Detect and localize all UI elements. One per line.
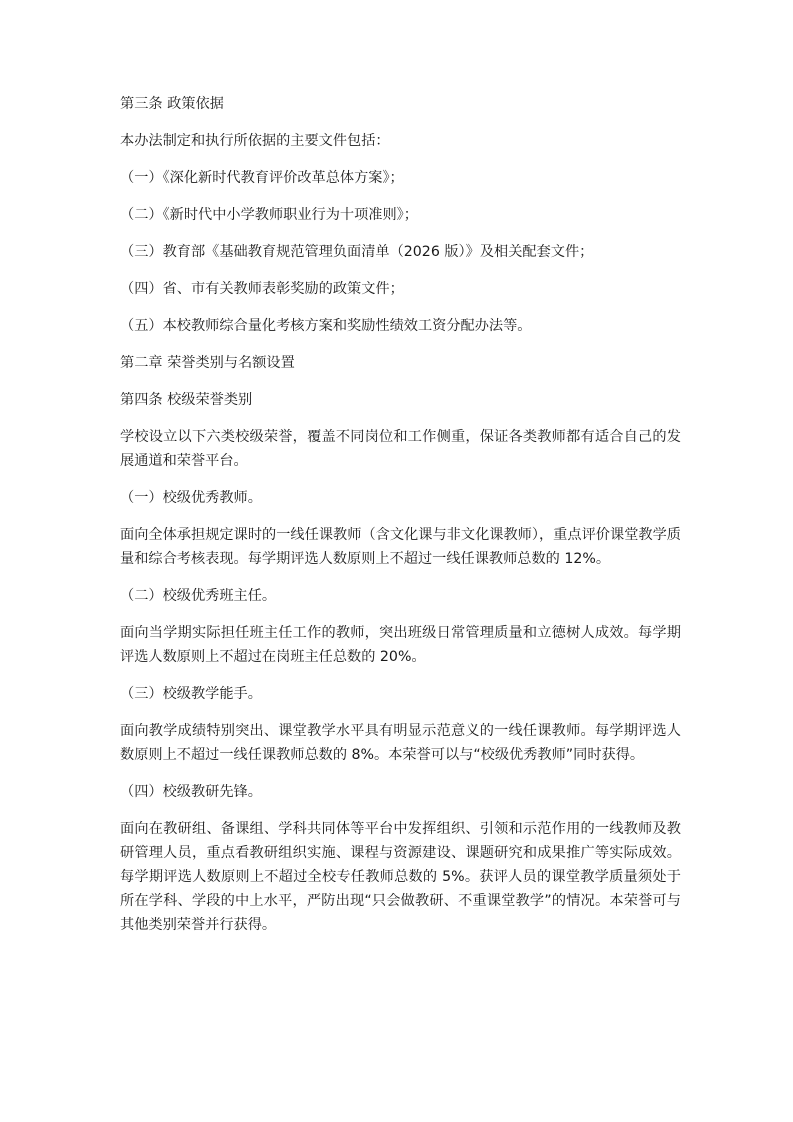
category-desc: 面向全体承担规定课时的一线任课教师（含文化课与非文化课教师），重点评价课堂教学质量和综合考核表现。每学期评选人数原则上不超过一线任课教师总数的 12%。 bbox=[120, 527, 681, 567]
list-item: （一）《深化新时代教育评价改革总体方案》； bbox=[120, 170, 404, 186]
chapter2-heading: 第二章 荣誉类别与名额设置 bbox=[120, 355, 295, 371]
category-desc: 面向当学期实际担任班主任工作的教师，突出班级日常管理质量和立德树人成效。每学期评选人数原则上不超过在岗班主任总数的 20%。 bbox=[120, 625, 681, 665]
category-title: （一）校级优秀教师。 bbox=[120, 490, 262, 506]
category-title: （三）校级教学能手。 bbox=[120, 686, 262, 702]
category-desc: 面向教学成绩特别突出、课堂教学水平具有明显示范意义的一线任课教师。每学期评选人数原则上不超过一线任课教师总数的 8%。本荣誉可以与“校级优秀教师”同时获得。 bbox=[120, 723, 681, 763]
article4-intro: 学校设立以下六类校级荣誉，覆盖不同岗位和工作侧重，保证各类教师都有适合自己的发展通道和荣誉平台。 bbox=[120, 429, 681, 469]
list-item: （三）教育部《基础教育规范管理负面清单（2026 版）》及相关配套文件； bbox=[120, 244, 594, 260]
category-title: （四）校级教研先锋。 bbox=[120, 784, 262, 800]
category-desc: 面向在教研组、备课组、学科共同体等平台中发挥组织、引领和示范作用的一线教师及教研管理人员，重点看教研组织实施、课程与资源建设、课题研究和成果推广等实际成效。每学期评选人数原则上不超过全校专任教师总数的 5%。获评人员的课堂教学质量须处于所在学科、学段的中上水平，严防出现“只会做教研、不重课堂教学”的情况。本荣誉可与其他类别荣誉并行获得。 bbox=[120, 821, 681, 933]
list-item: （五）本校教师综合量化考核方案和奖励性绩效工资分配办法等。 bbox=[120, 318, 532, 334]
list-item: （四）省、市有关教师表彰奖励的政策文件； bbox=[120, 281, 404, 297]
article4-heading: 第四条 校级荣誉类别 bbox=[120, 392, 253, 408]
list-item: （二）《新时代中小学教师职业行为十项准则》； bbox=[120, 207, 418, 223]
article3-intro: 本办法制定和执行所依据的主要文件包括： bbox=[120, 133, 390, 149]
category-title: （二）校级优秀班主任。 bbox=[120, 588, 277, 604]
article3-heading: 第三条 政策依据 bbox=[120, 96, 224, 112]
